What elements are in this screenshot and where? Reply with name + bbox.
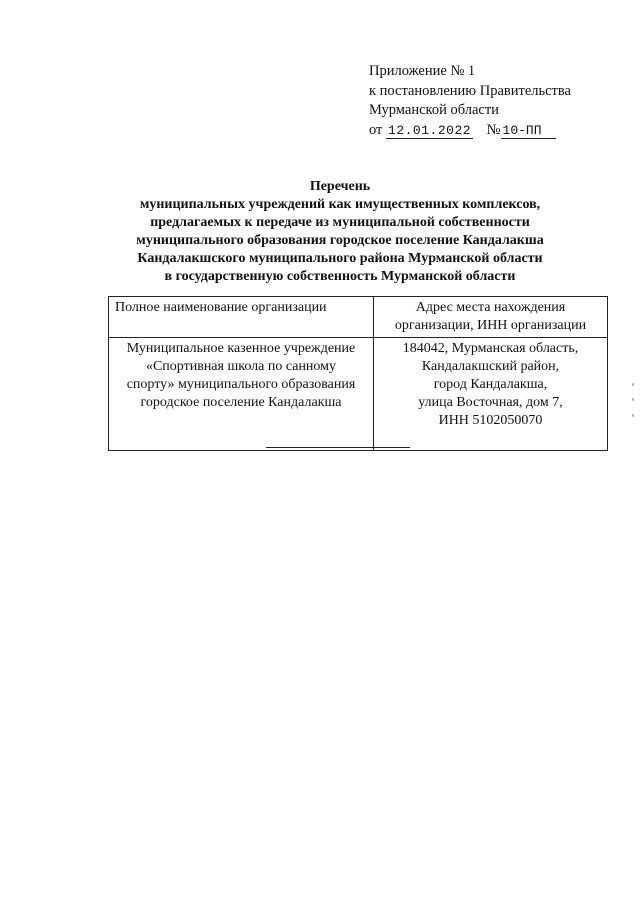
- cell-line: городское поселение Кандалакша: [140, 395, 342, 410]
- date-value: 12.01.2022: [388, 122, 472, 138]
- header-address: [374, 297, 608, 338]
- cell-line: Муниципальное казенное учреждение: [126, 341, 356, 356]
- scan-mark: [632, 383, 634, 386]
- end-separator-line: [266, 447, 410, 448]
- title-line: муниципального образования городское поселение Кандалакша: [136, 233, 544, 248]
- table-header-row: [109, 297, 608, 338]
- appendix-line-1: Приложение № 1: [369, 63, 476, 79]
- cell-organization-name: [109, 338, 374, 451]
- cell-line: город Кандалакша,: [433, 377, 548, 392]
- appendix-line-2: к постановлению Правительства: [369, 82, 571, 99]
- cell-line: «Спортивная школа по санному: [145, 359, 337, 374]
- number-value: 10-ПП: [501, 123, 556, 139]
- table-row: [109, 338, 608, 451]
- date-prefix: от: [369, 121, 383, 138]
- cell-address: [374, 338, 608, 451]
- title-line: Кандалакшского муниципального района Мурманской области: [137, 251, 543, 266]
- scan-mark: [632, 398, 634, 401]
- cell-line: 184042, Мурманская область,: [402, 341, 579, 356]
- header-address-line: Адрес места нахождения: [415, 300, 566, 315]
- appendix-block: [369, 62, 619, 140]
- cell-line: ИНН 5102050070: [438, 413, 543, 428]
- cell-line: спорту» муниципального образования: [126, 377, 356, 392]
- scan-mark: [632, 414, 634, 417]
- header-address-line: организации, ИНН организации: [394, 318, 587, 333]
- title-line: Перечень: [309, 179, 371, 194]
- document-title: [60, 178, 620, 286]
- organizations-table: [108, 296, 608, 451]
- cell-line: улица Восточная, дом 7,: [418, 395, 563, 410]
- title-line: предлагаемых к передаче из муниципальной собственности: [150, 215, 530, 230]
- appendix-date-line: [369, 121, 619, 141]
- cell-line: Кандалакшский район,: [421, 359, 560, 374]
- title-line: муниципальных учреждений как имущественных комплексов,: [139, 197, 541, 212]
- appendix-line-3: Мурманской области: [369, 102, 499, 118]
- header-organization-name: Полное наименование организации: [109, 297, 374, 338]
- title-line: в государственную собственность Мурманской области: [164, 269, 516, 284]
- number-prefix: №: [486, 121, 501, 138]
